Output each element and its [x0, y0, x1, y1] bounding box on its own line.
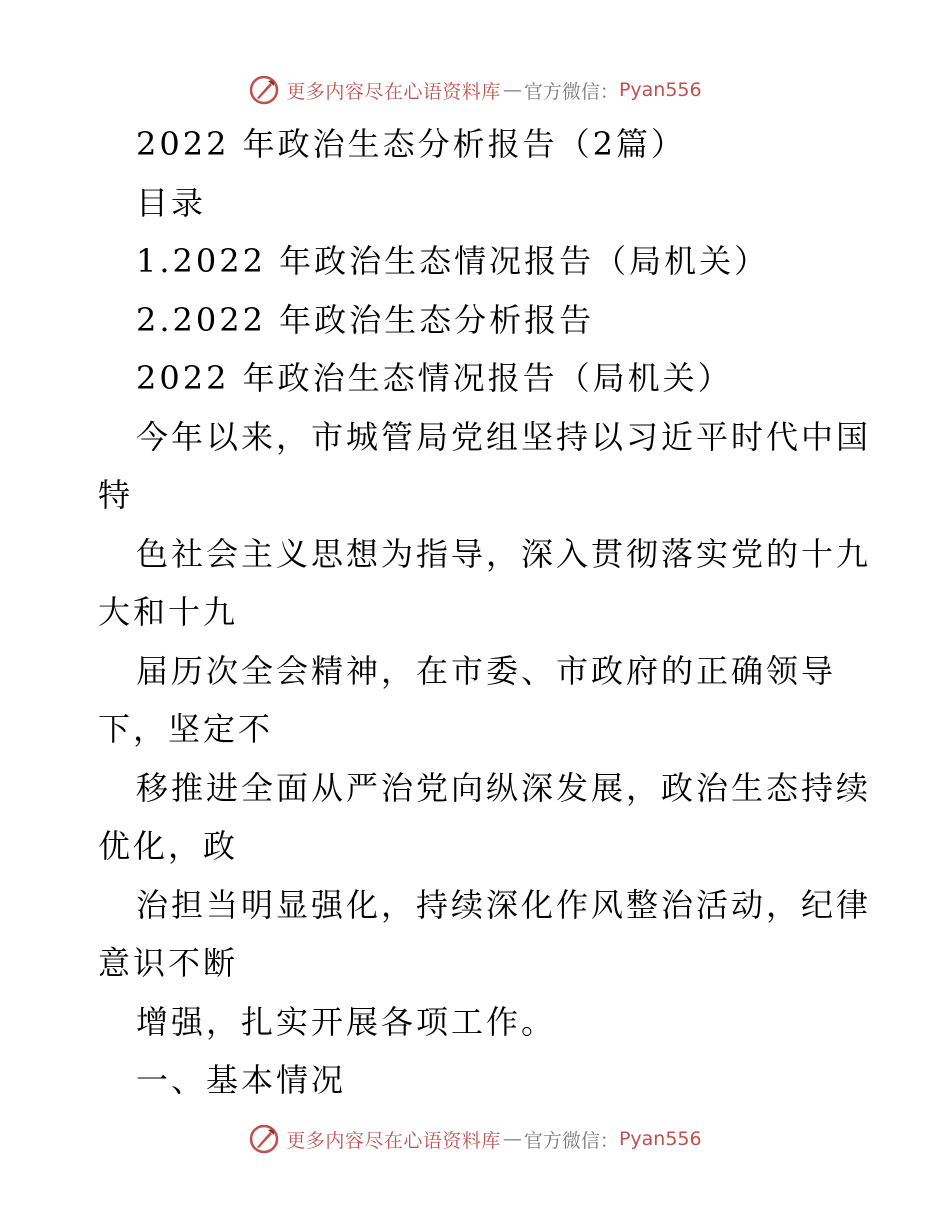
paragraph-line: 优化，政: [98, 827, 239, 865]
paragraph-line: 目录: [136, 183, 207, 222]
header-banner: [0, 70, 950, 110]
paragraph-line: 2.2022 年政治生态分析报告: [136, 300, 595, 339]
footer-banner: [0, 1119, 950, 1159]
paragraph-line: 下，坚定不: [98, 710, 274, 748]
banner-wechat-label: 官方微信：: [523, 1129, 619, 1152]
banner-wechat-id: Pyan556: [618, 1128, 702, 1150]
paragraph-line: 移推进全面从严治党向纵深发展，政治生态持续: [136, 768, 872, 807]
banner-text: 更多内容尽在心语资料库: [286, 1129, 501, 1152]
banner-dash: —: [502, 79, 522, 101]
paragraph-line: 2022 年政治生态情况报告（局机关）: [136, 359, 733, 397]
paragraph-line: 大和十九: [98, 593, 239, 631]
quill-logo-icon: [248, 74, 280, 106]
paragraph-line: 色社会主义思想为指导，深入贯彻落实党的十九: [136, 534, 872, 573]
paragraph-line: 届历次全会精神，在市委、市政府的正确领导: [136, 651, 837, 690]
paragraph-line: 1.2022 年政治生态情况报告（局机关）: [136, 242, 770, 280]
banner-wechat-id: Pyan556: [618, 79, 702, 101]
document-body: [98, 115, 872, 1110]
paragraph-line: 一、基本情况: [136, 1061, 347, 1099]
banner-dash: —: [502, 1128, 522, 1150]
paragraph-line: 意识不断: [98, 944, 239, 982]
paragraph-line: 2022 年政治生态分析报告（2篇）: [136, 125, 686, 163]
paragraph-line: 治担当明显强化，持续深化作风整治活动，纪律: [136, 885, 872, 924]
paragraph-line: 特: [98, 476, 134, 514]
banner-text: 更多内容尽在心语资料库: [286, 80, 501, 103]
banner-wechat-label: 官方微信：: [523, 80, 619, 103]
paragraph-line: 今年以来，市城管局党组坚持以习近平时代中国: [136, 417, 872, 456]
paragraph-line: 增强，扎实开展各项工作。: [136, 1002, 557, 1041]
quill-logo-icon: [248, 1123, 280, 1155]
